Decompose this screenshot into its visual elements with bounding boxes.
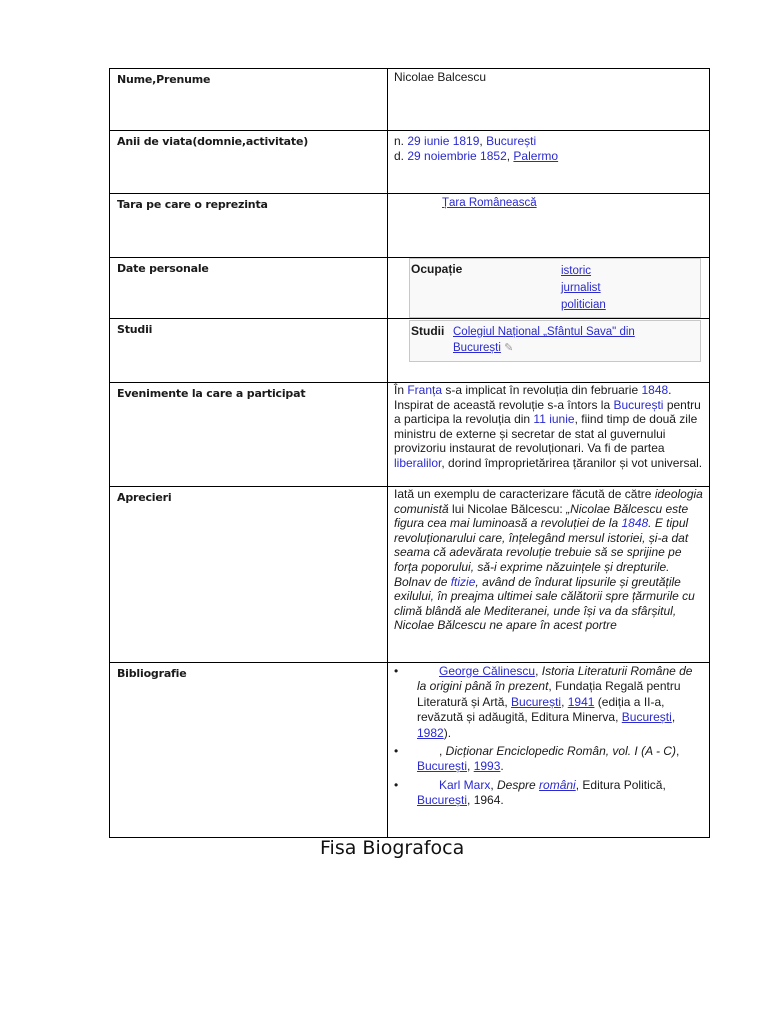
value-anii (388, 131, 709, 163)
row-tara (110, 194, 710, 258)
value-tara-wrap (441, 194, 545, 210)
bullet-icon: • (394, 777, 399, 792)
bibliography-item (394, 664, 699, 741)
text-segment: , (561, 694, 568, 709)
text-segment: , (671, 710, 676, 725)
occupation-key: Ocupație (411, 262, 463, 276)
row-evenimente (110, 383, 710, 487)
death-prefix: d. (394, 148, 408, 163)
document-caption: Fisa Biografoca (320, 837, 465, 859)
label-anii: Anii de viata(domnie,activitate) (117, 135, 309, 148)
italic-segment: ideologia comunistă (394, 487, 703, 516)
label-nume: Nume,Prenume (117, 73, 211, 86)
book-title: Despre (497, 777, 540, 792)
link-1848[interactable]: 1848 (641, 383, 669, 397)
bibliography-list (394, 664, 699, 809)
link-liberalilor[interactable]: liberalilor (394, 455, 442, 470)
bibliography-item (394, 778, 699, 809)
year-link[interactable]: 1993 (473, 759, 501, 774)
link-bucuresti[interactable]: București (613, 397, 664, 412)
text-segment: Iată un exemplu de caracterizare făcută de către (394, 487, 655, 501)
link-franta[interactable]: Franța (407, 383, 443, 397)
text-segment: , (675, 744, 680, 759)
book-title: Istoria Literaturii Române de la origini până în prezent (417, 664, 693, 694)
birth-place-link[interactable]: București (486, 134, 537, 148)
row-aprecieri (110, 487, 710, 663)
quote-segment: . E tipul revoluționarului care, înțelegând mersul istoriei, și-a dat seama că adevărata revoluție trebuie să se sprijine pe forța poporului, să-i exprime năzuințele și drepturile. Bolnav de (394, 516, 689, 589)
studii-key: Studii (411, 324, 445, 338)
value-evenimente (388, 383, 709, 485)
title-link[interactable]: români (539, 777, 576, 792)
link-ftizie[interactable]: ftizie (450, 574, 476, 589)
text-segment: , Editura Politică, (575, 777, 666, 792)
text-segment: , (467, 759, 474, 774)
text-segment: , fiind timp de două zile ministru de externe și secretar de stat al guvernului provizoriu instaurat de revoluționari. Va fi de partea (394, 412, 698, 456)
value-bibliografie (388, 663, 709, 809)
occupation-item[interactable]: politician (561, 299, 606, 311)
link-1848-quote[interactable]: 1848 (621, 516, 649, 531)
year-link[interactable]: 1982 (417, 725, 444, 740)
label-evenimente: Evenimente la care a participat (117, 387, 306, 400)
text-segment: ). (443, 725, 452, 740)
book-title: Dicționar Enciclopedic Român, vol. I (A - C) (445, 744, 676, 759)
quote-segment: „Nicolae Bălcescu este figura cea mai luminoasă a revoluției de la (394, 501, 689, 531)
text-segment: , (439, 744, 446, 759)
label-aprecieri: Aprecieri (117, 491, 172, 504)
year-link[interactable]: 1941 (567, 694, 595, 709)
text-segment: , Fundația Regală pentru Literatură și Artă, (417, 679, 681, 709)
indent (417, 778, 439, 792)
label-date-personale: Date personale (117, 262, 209, 275)
author-link[interactable]: Karl Marx (439, 777, 491, 792)
row-bibliografie (110, 663, 710, 838)
studii-value (453, 321, 635, 361)
value-nume: Nicolae Balcescu (394, 70, 487, 84)
city-link[interactable]: București (621, 710, 672, 725)
bullet-icon: • (394, 744, 399, 759)
occupation-item[interactable]: jurnalist (561, 282, 601, 294)
text-segment: . Inspirat de această revoluție s-a întors la (394, 383, 672, 412)
indent (417, 744, 439, 758)
label-tara: Tara pe care o reprezinta (117, 198, 268, 211)
death-line (394, 149, 703, 164)
occupation-infobox (409, 258, 701, 318)
text-segment: . (500, 759, 504, 774)
value-aprecieri (388, 487, 709, 661)
pencil-icon[interactable]: ✎ (504, 342, 514, 354)
text-segment: (ediția a II-a, revăzută și adăugită, Editura Minerva, (417, 694, 665, 725)
studii-link-line1[interactable]: Colegiul Național „Sfântul Sava" din (453, 326, 635, 338)
studii-link-line2[interactable]: București (453, 342, 501, 354)
city-link[interactable]: București (417, 759, 468, 774)
text-segment: , (490, 777, 498, 792)
row-studii (110, 319, 710, 383)
death-sep: , (506, 148, 514, 163)
text-segment: , dorind împroprietărirea țăranilor și vot universal. (441, 455, 703, 470)
text-segment: pentru a participa la revoluția din (394, 397, 701, 427)
city-link[interactable]: București (511, 694, 562, 709)
text-segment: În (394, 383, 408, 397)
death-date-link[interactable]: 29 noiembrie 1852 (407, 148, 507, 163)
studii-infobox (409, 320, 701, 362)
text-segment: , 1964. (467, 793, 504, 808)
indent (417, 664, 439, 678)
text-segment: , (535, 664, 542, 678)
row-date-personale (110, 258, 710, 319)
quote-segment: , având de îndurat lipsurile și greutățile exilului, în preajma ultimei sale călătorii spre țărmurile cu climă blândă ale Mediteranei, unde își va da sfârșitul, Nicolae Bălcescu ne apare în acest portre (394, 574, 695, 633)
bullet-icon: • (394, 664, 399, 678)
death-place-link[interactable]: Palermo (513, 148, 559, 163)
tara-link[interactable]: Țara Românească (442, 197, 537, 209)
birth-sep: , (479, 134, 487, 148)
birth-date-link[interactable]: 29 iunie 1819 (407, 134, 480, 148)
biography-table (109, 68, 710, 838)
label-bibliografie: Bibliografie (117, 667, 187, 680)
text-segment: lui Nicolae Bălcescu: (448, 501, 567, 516)
occupation-item[interactable]: istoric (561, 265, 592, 277)
occupation-list (561, 259, 606, 317)
author-link[interactable]: George Călinescu (439, 664, 536, 678)
bibliography-item (394, 744, 699, 775)
link-11-iunie[interactable]: 11 iunie (533, 412, 575, 427)
row-anii (110, 131, 710, 194)
label-studii: Studii (117, 323, 153, 336)
birth-line (394, 134, 703, 149)
text-segment: s-a implicat în revoluția din februarie (442, 383, 642, 397)
birth-prefix: n. (394, 134, 408, 148)
city-link[interactable]: București (417, 793, 468, 808)
row-nume (110, 69, 710, 131)
